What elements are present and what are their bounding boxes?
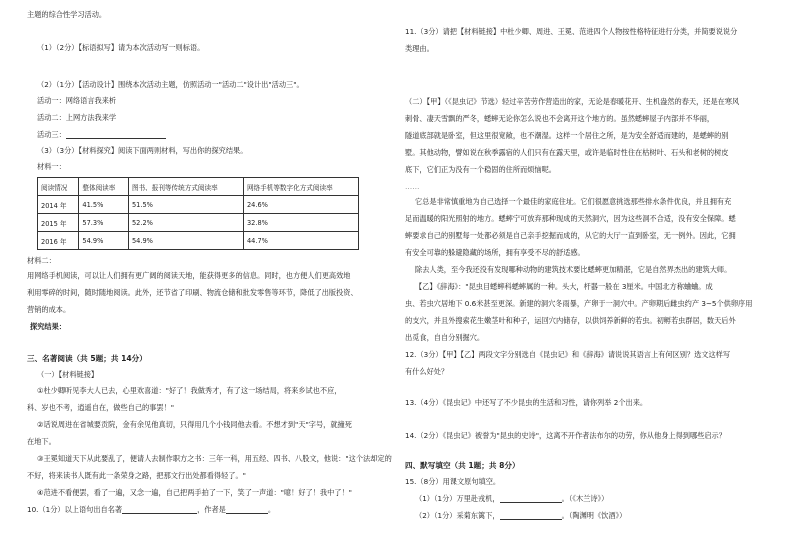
table-cell: 2015 年 bbox=[38, 214, 79, 232]
reading-survey-table bbox=[37, 177, 359, 250]
question-10-text: ，作者是 bbox=[197, 505, 226, 514]
fill-blank-text: （2）（1分）采菊东篱下， bbox=[415, 511, 500, 520]
passage-line: 的支穴，并且外搜索花生嫩茎叶和种子，运回穴内储存，以供饲养新鲜的若虫。初孵若虫群居，数天后外 bbox=[405, 316, 736, 325]
passage-line: 蟀要求自己的别墅每一处都必须是自己亲手挖掘而成的，从它的大厅一直到卧室，无一例外。因此，它拥 bbox=[405, 231, 736, 240]
fill-blank-1 bbox=[415, 494, 608, 503]
question-12-cont: 有什么好处？ bbox=[405, 367, 449, 376]
question-10-text: 10.（1分）以上语句出自名著 bbox=[27, 505, 123, 514]
table-cell: 52.2% bbox=[128, 214, 243, 232]
passage-line: 【乙】《辞海》："昆虫目蟋蟀科蟋蟀属的一种。头大，杆器一般在 3厘米。中国北方称蛐蛐。成 bbox=[415, 282, 713, 291]
table-row bbox=[38, 214, 359, 232]
table-cell: 2014 年 bbox=[38, 196, 79, 214]
text-line: 利用零碎的时间，随时随地阅读。此外，还节省了印刷、物流仓储和批发零售等环节，降低了出版投资、 bbox=[27, 288, 358, 297]
passage-line: 刺骨、凄天雪飘的严冬，蟋蟀无论你怎么说也不会离开这个地方的。虽然蟋蟀屋子内部并不华丽， bbox=[405, 114, 715, 123]
explore-result-label: 探究结果： bbox=[30, 322, 66, 331]
passage-line: ②话说周进在省城要贡院，金有余见他真切，只得用几个小钱同他去看。不想才到"天"字号，就撞死 bbox=[37, 420, 352, 429]
passage-line: 隧道底部就是卧室，但这里很宽敞，也不潮湿。这样一个居住之所，是为安全舒适而建的，是蟋蟀的别 bbox=[405, 131, 729, 140]
table-cell: 54.9% bbox=[128, 232, 243, 250]
passage-line: 科、岁也不考，逍遥自在，做些自己的事罢！" bbox=[27, 403, 175, 412]
table-header: 整体阅读率 bbox=[79, 178, 129, 196]
table-cell: 2016 年 bbox=[38, 232, 79, 250]
answer-blank[interactable] bbox=[226, 505, 268, 514]
passage-line: 墅。其他动物，譬如说在秋季露宿的人们只有在露天里，或许是临时性住在枯树叶、石头和老树的树皮 bbox=[405, 148, 729, 157]
question-activity-design: （2）（1分）【活动设计】围绕本次活动主题，仿照活动一"活动二"设计出"活动三"。 bbox=[37, 80, 304, 89]
passage-line: 出觅食，自自分别掘穴。 bbox=[405, 333, 485, 342]
question-10 bbox=[27, 505, 275, 514]
passage-line: 虫、若虫穴居地下 0.6米甚至更深。新建的洞穴冬雨暴，产卵于一洞穴中。产卵期后雌虫约产 3~5个供卵序用 bbox=[405, 299, 753, 308]
question-13: 13.（4分）《昆虫记》中还写了不少昆虫的生活和习性，请你列举 2个出来。 bbox=[405, 398, 648, 407]
table-row bbox=[38, 196, 359, 214]
section-heading: 三、名著阅读（共 5题；共 14分） bbox=[27, 354, 147, 363]
question-15: 15.（8分）用课文原句填空。 bbox=[405, 477, 501, 486]
table-cell: 24.6% bbox=[243, 196, 358, 214]
table-header: 网络手机等数字化方式阅读率 bbox=[243, 178, 358, 196]
answer-blank[interactable] bbox=[66, 130, 166, 139]
passage-line: 它总是非常慎重地为自己选择一个最佳的家庭住址。它们很愿意挑选那些排水条件优良，并且拥有充 bbox=[415, 197, 732, 206]
fill-blank-source: 。（陶渊明《饮酒》） bbox=[561, 511, 627, 520]
passage-line: （二）【甲】（《昆虫记》节选）轻过辛苦劳作营造出的家，无论是春暖花开、生机盎然的春天，还是在寒风 bbox=[405, 97, 740, 106]
passage-line: 除去人类，至今我还没有发现哪种动物的建筑技术要比蟋蟀更加精湛，它是自然界杰出的建筑大师。 bbox=[415, 265, 732, 274]
answer-blank[interactable] bbox=[500, 511, 562, 520]
passage-line: 不好，将来读书人既有此一条荣身之路，把那文行出处都看得轻了。" bbox=[27, 471, 246, 480]
answer-blank[interactable] bbox=[122, 505, 197, 514]
table-header: 图书、报刊等传统方式阅读率 bbox=[128, 178, 243, 196]
fill-blank-text: （1）（1分）万里赴戎机， bbox=[415, 494, 500, 503]
passage-line: ④范进不看便罢，看了一遍，又念一遍，自己把两手拍了一下，笑了一声道："噫！好了！我中了！" bbox=[37, 488, 352, 497]
ellipsis: …… bbox=[405, 182, 420, 191]
question-14: 14.（2分）《昆虫记》被誉为"昆虫的史诗"，这离不开作者法布尔的功劳，你从他身上得到哪些启示？ bbox=[405, 431, 726, 440]
material-two-label: 材料二： bbox=[27, 256, 56, 265]
table-row bbox=[38, 232, 359, 250]
question-slogan: （1）（2分）【标语拟写】请为本次活动写一则标语。 bbox=[37, 43, 205, 52]
table-cell: 32.8% bbox=[243, 214, 358, 232]
section-heading: 四、默写填空（共 1题；共 8分） bbox=[405, 461, 520, 470]
activity-three-label: 活动三： bbox=[37, 130, 66, 139]
activity-one: 活动一：网络语言我来析 bbox=[37, 96, 117, 105]
passage-line: ①杜少卿听见李大人已去，心里欢喜道："好了！我做秀才，有了这一场结局，将来乡试也不应， bbox=[37, 386, 342, 395]
text-line: 用网络手机阅读，可以让人们拥有更广阔的阅读天地，能获得更多的信息。同时，也方便人们更高效地 bbox=[27, 271, 351, 280]
passage-line: ③王冕知道天下从此要乱了，便请人去制作职方之书：三年一科，用五经、四书、八股文，他说："这个法却定的 bbox=[37, 454, 392, 463]
table-cell: 57.3% bbox=[79, 214, 129, 232]
passage-line: 有安全可靠的躲避隐藏的场所，拥有享受不尽的舒适感。 bbox=[405, 248, 585, 257]
passage-line: 足而温暖的阳光照射的地方。蟋蟀宁可放弃那种现成的天然洞穴，因为这些洞不合适，没有安全保障。蟋 bbox=[405, 214, 736, 223]
table-cell: 41.5% bbox=[79, 196, 129, 214]
activity-three bbox=[37, 130, 166, 139]
material-one-label: 材料一： bbox=[37, 162, 66, 171]
table-cell: 51.5% bbox=[128, 196, 243, 214]
question-11: 11.（3分）请把【材料链接】中杜少卿、周进、王冕、范进四个人物按性格特征进行分类，并简要说说分 bbox=[405, 27, 738, 36]
fill-blank-2 bbox=[415, 511, 626, 520]
question-11-cont: 类理由。 bbox=[405, 44, 434, 53]
question-material-explore: （3）（3分）【材料探究】阅读下面两则材料，写出你的探究结果。 bbox=[37, 146, 248, 155]
passage-line: 底下，它们正为没有一个稳固的住所而烦恼呢。 bbox=[405, 165, 556, 174]
activity-two: 活动二：上网方法我来学 bbox=[37, 113, 117, 122]
table-header-row bbox=[38, 178, 359, 196]
answer-blank[interactable] bbox=[500, 494, 562, 503]
table-header: 阅读情况 bbox=[38, 178, 79, 196]
question-12: 12.（3分）【甲】【乙】两段文字分别选自《昆虫记》和《辞海》请说说其语言上有何区别？选文这样写 bbox=[405, 350, 731, 359]
fill-blank-source: 。（《木兰诗》） bbox=[561, 494, 609, 503]
text-line: 营销的成本。 bbox=[27, 305, 71, 314]
question-10-text: 。 bbox=[267, 505, 276, 514]
subsection-heading: （一）【材料链接】 bbox=[37, 370, 99, 379]
text-line: 主题的综合性学习活动。 bbox=[27, 10, 107, 19]
passage-line: 在地下。 bbox=[27, 437, 56, 446]
table-cell: 54.9% bbox=[79, 232, 129, 250]
table-cell: 44.7% bbox=[243, 232, 358, 250]
